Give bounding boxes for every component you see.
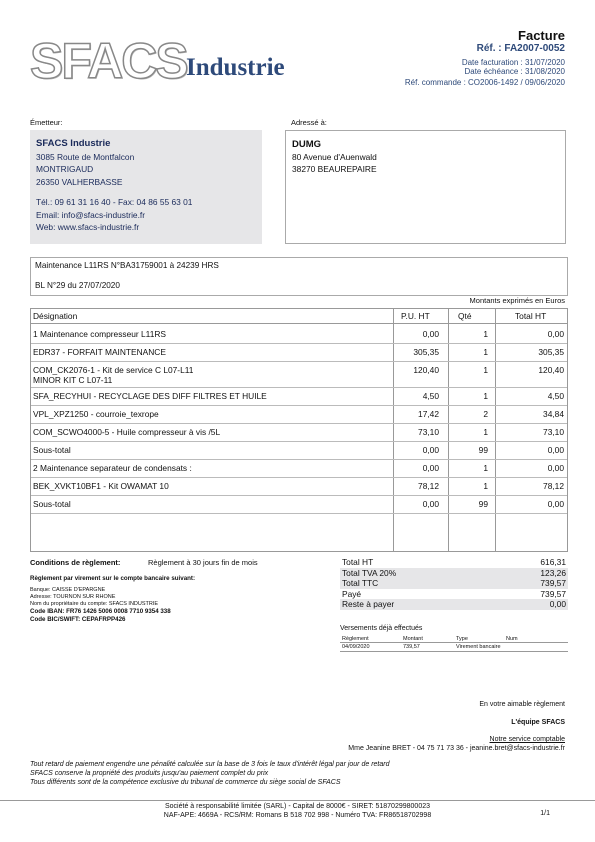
row-unit-price: 78,12 — [418, 481, 439, 491]
row-designation: 1 Maintenance compresseur L11RS — [33, 329, 166, 339]
row-unit-price: 0,00 — [422, 499, 439, 509]
row-quantity: 99 — [478, 445, 488, 455]
legal-note-3: Tous différents sont de la compétence exclusive du tribunal de commerce du siège social de SFACS — [30, 779, 341, 786]
payments-header-type: Type — [456, 636, 468, 642]
payments-header-reglement: Règlement — [342, 636, 369, 642]
row-quantity: 99 — [478, 499, 488, 509]
row-designation-sub: MINOR KIT C L07-11 — [33, 375, 113, 385]
row-total: 4,50 — [547, 391, 564, 401]
row-designation: COM_CK2076-1 - Kit de service C L07-L11 — [33, 365, 194, 375]
header-designation: Désignation — [33, 311, 78, 321]
payment-date: 04/09/2020 — [342, 644, 370, 650]
emitter-address3: 26350 VALHERBASSE — [36, 176, 123, 187]
page-number: 1/1 — [540, 810, 550, 817]
total-value: 616,31 — [540, 557, 566, 567]
table-row — [31, 459, 567, 478]
closing-team: L'équipe SFACS — [511, 719, 565, 726]
header-qty: Qté — [458, 311, 472, 321]
bank-name: Banque: CAISSE D'EPARGNE — [30, 587, 106, 593]
payment-type: Virement bancaire — [456, 644, 501, 650]
row-designation: Sous-total — [33, 445, 71, 455]
row-designation: 2 Maintenance separateur de condensats : — [33, 463, 192, 473]
row-designation: Sous-total — [33, 499, 71, 509]
logo-subtext: Industrie — [186, 54, 285, 81]
transfer-title: Règlement par virement sur le compte bancaire suivant: — [30, 575, 196, 582]
total-label: Reste à payer — [342, 599, 395, 609]
row-quantity: 1 — [483, 427, 488, 437]
table-row — [31, 477, 567, 496]
total-value: 739,57 — [540, 588, 566, 599]
accounting-contact: Mme Jeanine BRET - 04 75 71 73 36 - jeanine.bret@sfacs-industrie.fr — [348, 745, 565, 752]
emitter-web: Web: www.sfacs-industrie.fr — [36, 222, 140, 232]
total-value: 123,26 — [540, 567, 566, 578]
row-unit-price: 17,42 — [418, 409, 439, 419]
payments-header-num: Num — [506, 636, 518, 642]
row-total: 120,40 — [538, 365, 564, 375]
row-quantity: 1 — [483, 463, 488, 473]
row-total: 0,00 — [547, 329, 564, 339]
invoice-date: Date facturation : 31/07/2020 — [461, 58, 565, 67]
total-row — [340, 599, 568, 610]
emitter-name: SFACS Industrie — [36, 138, 111, 149]
row-quantity: 1 — [483, 365, 488, 375]
emitter-box — [30, 130, 262, 244]
addressee-box — [285, 130, 566, 244]
legal-note-2: SFACS conserve la propriété des produits jusqu'au paiement complet du prix — [30, 770, 269, 777]
table-row — [31, 387, 567, 406]
emitter-phone: Tél.: 09 61 31 16 40 - Fax: 04 86 55 63 01 — [36, 197, 193, 207]
row-unit-price: 305,35 — [413, 347, 439, 357]
invoice-title: Facture — [518, 28, 565, 43]
legal-notes — [30, 760, 389, 787]
table-row — [31, 343, 567, 362]
closing-greeting: En votre aimable règlement — [479, 701, 565, 708]
row-unit-price: 0,00 — [422, 445, 439, 455]
total-row — [340, 578, 568, 589]
row-designation: BEK_XVKT10BF1 - Kit OWAMAT 10 — [33, 481, 169, 491]
row-designation: VPL_XPZ1250 - courroie_texrope — [33, 409, 159, 419]
row-quantity: 1 — [483, 481, 488, 491]
row-designation: EDR37 - FORFAIT MAINTENANCE — [33, 347, 166, 357]
row-total: 305,35 — [538, 347, 564, 357]
addressee-label: Adressé à: — [291, 118, 327, 127]
payment-conditions — [30, 558, 258, 567]
addressee-address2: 38270 BEAUREPAIRE — [292, 164, 377, 174]
total-row — [340, 568, 568, 579]
total-label: Payé — [342, 588, 362, 599]
row-quantity: 1 — [483, 347, 488, 357]
row-designation: COM_SCWO4000-5 - Huile compresseur à vis /5L — [33, 427, 221, 437]
total-label: Total TTC — [342, 578, 379, 588]
row-unit-price: 73,10 — [418, 427, 439, 437]
legal-note-1: Tout retard de paiement engendre une pénalité calculée sur la base de 3 fois le taux d'intérêt légal par jour de retard — [30, 761, 390, 768]
header-total: Total HT — [515, 311, 547, 321]
addressee-address1: 80 Avenue d'Auenwald — [292, 152, 377, 162]
row-total: 0,00 — [547, 499, 564, 509]
row-quantity: 1 — [483, 329, 488, 339]
total-value: 0,00 — [549, 599, 566, 609]
company-logo — [30, 30, 320, 90]
totals-block — [340, 557, 568, 610]
table-row — [31, 495, 567, 514]
row-total: 34,84 — [543, 409, 564, 419]
emitter-email: Email: info@sfacs-industrie.fr — [36, 209, 146, 220]
conditions-label: Conditions de règlement: — [30, 558, 121, 567]
accounting-title: Notre service comptable — [489, 736, 565, 743]
row-total: 78,12 — [543, 481, 564, 491]
due-date: Date échéance : 31/08/2020 — [464, 67, 565, 76]
table-row — [31, 441, 567, 460]
invoice-ref: Réf. : FA2007-0052 — [476, 43, 565, 54]
table-row — [31, 405, 567, 424]
items-table — [30, 308, 568, 552]
emitter-label: Émetteur: — [30, 118, 63, 127]
total-label: Total HT — [342, 557, 374, 567]
addressee-name: DUMG — [292, 139, 322, 150]
table-row — [31, 423, 567, 442]
conditions-value: Règlement à 30 jours fin de mois — [148, 558, 258, 567]
bank-address: Adresse: TOURNON SUR RHONE — [30, 594, 116, 600]
order-ref: Réf. commande : CO2006-1492 / 09/06/2020 — [404, 78, 565, 87]
iban: Code IBAN: FR76 1426 5006 0008 7710 9354 338 — [30, 608, 171, 615]
row-total: 0,00 — [547, 463, 564, 473]
row-designation: SFA_RECYHUI - RECYCLAGE DES DIFF FILTRES ET HUILE — [33, 391, 267, 401]
row-unit-price: 120,40 — [413, 365, 439, 375]
account-owner: Nom du propriétaire du compte: SFACS INDUSTRIE — [30, 601, 159, 607]
payments-header — [340, 635, 568, 643]
payments-header-montant: Montant — [403, 636, 423, 642]
row-total: 73,10 — [543, 427, 564, 437]
payments-block — [340, 625, 568, 652]
row-quantity: 2 — [483, 409, 488, 419]
footer-divider — [0, 800, 595, 801]
table-row — [31, 361, 567, 388]
emitter-address1: 3085 Route de Montfalcon — [36, 151, 135, 162]
row-unit-price: 0,00 — [422, 463, 439, 473]
table-row — [31, 325, 567, 344]
object-line2: BL N°29 du 27/07/2020 — [35, 281, 120, 290]
row-unit-price: 0,00 — [422, 329, 439, 339]
bank-details — [30, 575, 330, 624]
total-row — [340, 589, 568, 600]
row-unit-price: 4,50 — [422, 391, 439, 401]
bic: Code BIC/SWIFT: CEPAFRPP426 — [30, 616, 126, 623]
object-line1: Maintenance L11RS N°BA31759001 à 24239 HRS — [35, 261, 219, 270]
row-quantity: 1 — [483, 391, 488, 401]
currency-note: Montants exprimés en Euros — [469, 296, 565, 305]
total-row — [340, 557, 568, 568]
object-box — [30, 257, 568, 296]
table-header — [31, 309, 567, 324]
total-value: 739,57 — [540, 578, 566, 588]
payments-title: Versements déjà effectués — [340, 625, 423, 632]
logo-text: SFACS — [30, 33, 187, 89]
payment-amount: 739,57 — [403, 644, 420, 650]
row-total: 0,00 — [547, 445, 564, 455]
footer-line2: NAF-APE: 4669A - RCS/RM: Romans B 518 702 998 - Numéro TVA: FR86518702998 — [163, 812, 432, 819]
payment-row — [340, 643, 568, 652]
header-pu: P.U. HT — [401, 311, 430, 321]
emitter-address2: MONTRIGAUD — [36, 164, 94, 174]
footer-line1: Société à responsabilité limitée (SARL) - Capital de 8000€ - SIRET: 51870299800023 — [165, 803, 430, 810]
total-label: Total TVA 20% — [342, 567, 397, 578]
